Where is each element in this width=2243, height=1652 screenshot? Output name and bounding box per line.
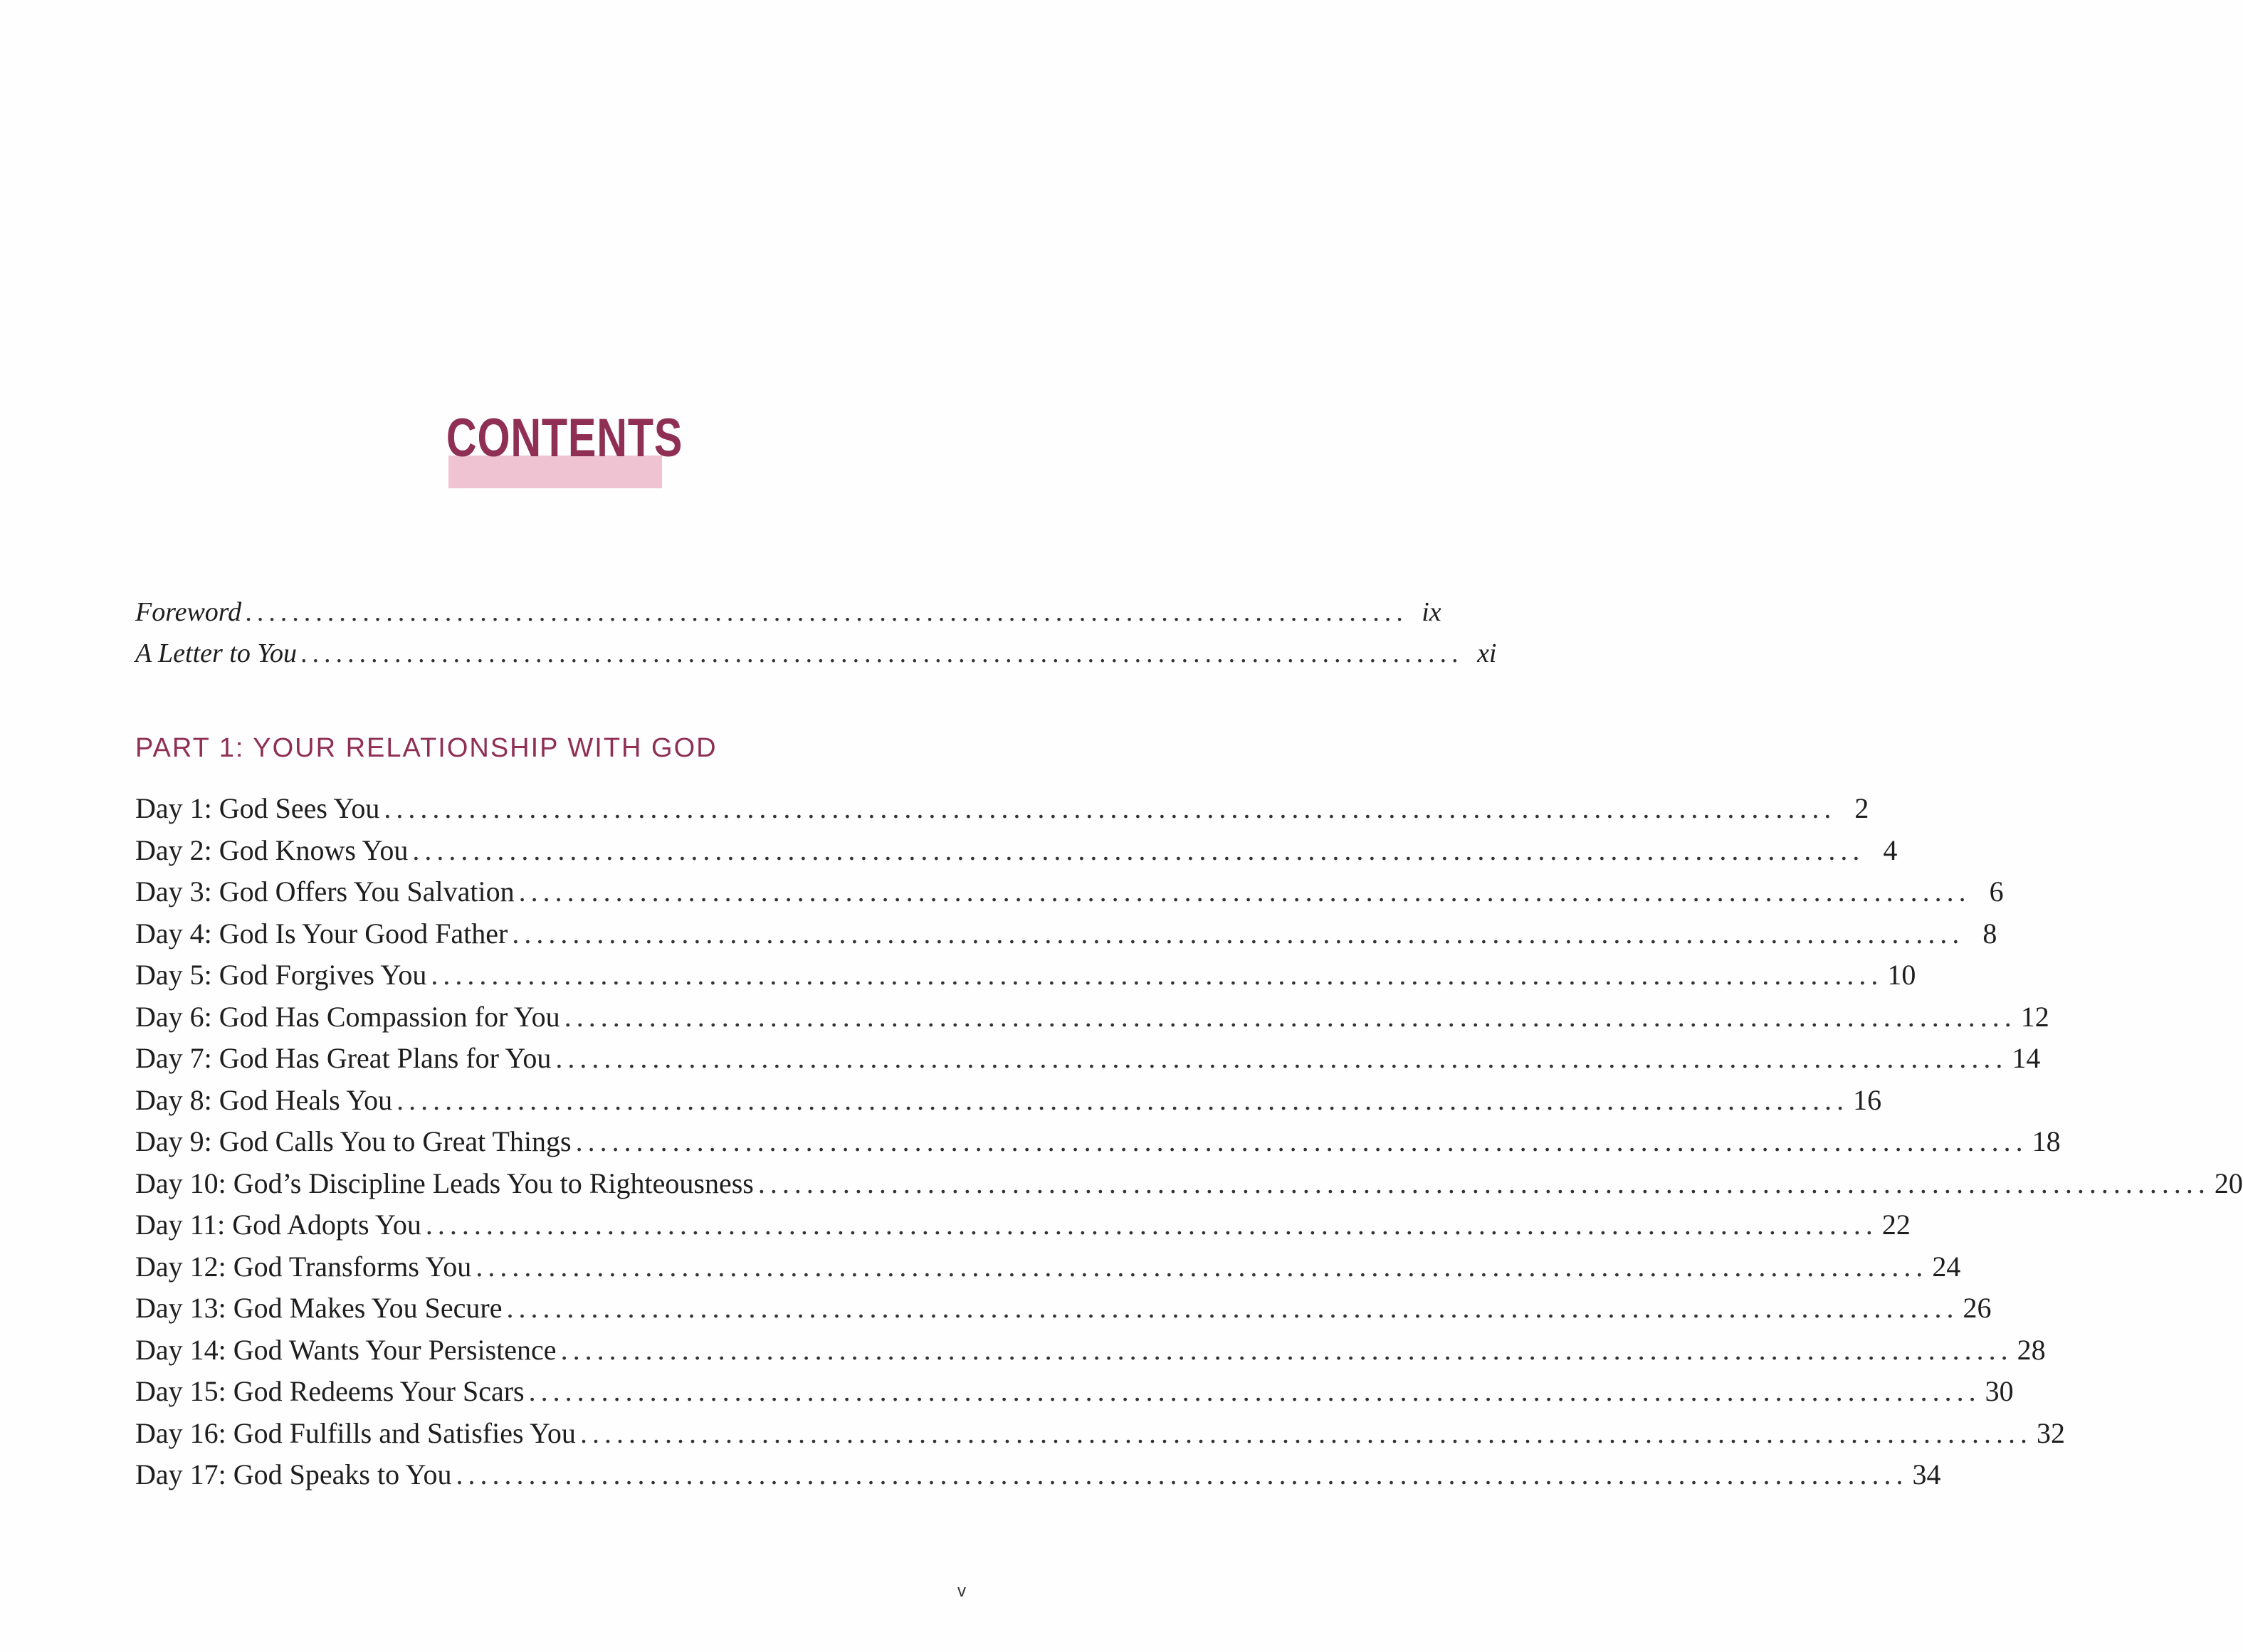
toc-entry-page: 34 xyxy=(1912,1458,1941,1490)
toc-entry-label: Day 13: God Makes You Secure xyxy=(135,1292,503,1324)
toc-entry-page: 22 xyxy=(1881,1209,1911,1241)
dot-leader: ........................................................................................................................ xyxy=(518,875,1971,907)
toc-entry-label: Day 7: God Has Great Plans for You xyxy=(135,1042,552,1074)
toc-entry-label: Day 9: God Calls You to Great Things xyxy=(135,1125,572,1157)
toc-entry-day-13[interactable] xyxy=(135,1291,1992,1325)
toc-entry-page: ix xyxy=(1422,597,1441,627)
toc-entry-day-11[interactable] xyxy=(135,1208,1911,1241)
toc-entry-day-12[interactable] xyxy=(135,1250,1961,1283)
toc-entry-label: Day 10: God’s Discipline Leads You to Righteousness xyxy=(135,1167,754,1199)
dot-leader: ........................................................................................................................ xyxy=(575,1125,2028,1157)
dot-leader: ........................................................................................................................ xyxy=(506,1292,1959,1324)
toc-entry-day-10[interactable] xyxy=(135,1167,2243,1200)
toc-entry-day-6[interactable] xyxy=(135,1000,2049,1033)
toc-entry-page: 24 xyxy=(1932,1250,1961,1283)
toc-entry-page: 18 xyxy=(2032,1125,2061,1157)
toc-entry-page: 8 xyxy=(1982,917,1997,949)
toc-entry-page: 14 xyxy=(2012,1042,2041,1074)
dot-leader: ................................................................................................... xyxy=(246,597,1409,627)
toc-entry-label: Day 17: God Speaks to You xyxy=(135,1458,452,1490)
toc-entry-page: 6 xyxy=(1989,875,2004,907)
toc-entry-page: 10 xyxy=(1887,959,1916,991)
toc-entry-page: 20 xyxy=(2214,1167,2243,1199)
toc-entry-label: Day 15: God Redeems Your Scars xyxy=(135,1375,525,1407)
dot-leader: ........................................................................................................................ xyxy=(528,1375,1981,1407)
toc-entry-page: 16 xyxy=(1853,1083,1882,1116)
part-heading: PART 1: YOUR RELATIONSHIP WITH GOD xyxy=(135,733,718,763)
dot-leader: ........................................................................................................................ xyxy=(431,959,1884,991)
toc-entry-day-7[interactable] xyxy=(135,1041,2041,1075)
toc-entry-label: Day 4: God Is Your Good Father xyxy=(135,917,508,949)
dot-leader: ........................................................................................................................ xyxy=(512,917,1965,949)
page-number: v xyxy=(957,1582,966,1601)
title-block xyxy=(0,408,1129,468)
toc-entry-page: 4 xyxy=(1883,833,1898,866)
toc-entry-label: Foreword xyxy=(135,597,242,627)
toc-entry-day-17[interactable] xyxy=(135,1458,1941,1491)
toc-entry-page: 12 xyxy=(2020,1000,2049,1033)
dot-leader: ........................................................................................................................ xyxy=(425,1209,1878,1241)
dot-leader: ........................................................................................................................ xyxy=(555,1042,2008,1074)
toc-entry-label: Day 6: God Has Compassion for You xyxy=(135,1000,560,1033)
toc-entry-day-16[interactable] xyxy=(135,1416,2065,1450)
toc-entry-letter[interactable] xyxy=(135,638,1497,669)
toc-entry-day-2[interactable] xyxy=(135,833,1898,867)
toc-entry-label: Day 3: God Offers You Salvation xyxy=(135,875,515,907)
toc-entry-day-1[interactable] xyxy=(135,791,1869,825)
dot-leader: ........................................................................................................................ xyxy=(564,1000,2017,1033)
toc-entry-page: 30 xyxy=(1985,1375,2014,1407)
toc-entry-day-15[interactable] xyxy=(135,1374,2014,1408)
toc-entry-label: Day 2: God Knows You xyxy=(135,833,409,866)
dot-leader: ........................................................................................................................ xyxy=(476,1250,1928,1283)
toc-entry-page: xi xyxy=(1477,638,1497,668)
toc-entry-day-8[interactable] xyxy=(135,1083,1882,1117)
page-title: CONTENTS xyxy=(446,408,683,468)
dot-leader: ........................................................................................................................ xyxy=(384,792,1837,824)
toc-entry-page: 28 xyxy=(2017,1333,2046,1366)
toc-entry-label: A Letter to You xyxy=(135,638,297,668)
toc-entry-page: 26 xyxy=(1963,1292,1992,1324)
toc-entry-label: Day 8: God Heals You xyxy=(135,1083,393,1116)
toc-entry-day-9[interactable] xyxy=(135,1125,2061,1158)
toc-entry-label: Day 12: God Transforms You xyxy=(135,1250,472,1283)
toc-entry-day-3[interactable] xyxy=(135,875,2004,908)
toc-entry-label: Day 16: God Fulfills and Satisfies You xyxy=(135,1416,576,1449)
toc-entry-label: Day 14: God Wants Your Persistence xyxy=(135,1333,557,1366)
dot-leader: ........................................................................................................................ xyxy=(757,1167,2210,1199)
dot-leader: ................................................................................................... xyxy=(301,638,1464,668)
toc-entry-label: Day 5: God Forgives You xyxy=(135,959,427,991)
toc-entry-day-14[interactable] xyxy=(135,1333,2046,1367)
dot-leader: ........................................................................................................................ xyxy=(396,1083,1849,1116)
toc-entry-foreword[interactable] xyxy=(135,596,1441,628)
dot-leader: ........................................................................................................................ xyxy=(579,1416,2032,1449)
toc-entry-label: Day 11: God Adopts You xyxy=(135,1209,421,1241)
toc-entry-day-4[interactable] xyxy=(135,917,1997,950)
dot-leader: ........................................................................................................................ xyxy=(456,1458,1908,1490)
toc-entry-page: 32 xyxy=(2036,1416,2065,1449)
dot-leader: ........................................................................................................................ xyxy=(560,1333,2013,1366)
toc-entry-day-5[interactable] xyxy=(135,958,1916,991)
toc-entry-label: Day 1: God Sees You xyxy=(135,792,380,824)
toc-entry-page: 2 xyxy=(1854,792,1869,824)
dot-leader: ........................................................................................................................ xyxy=(412,833,1865,866)
